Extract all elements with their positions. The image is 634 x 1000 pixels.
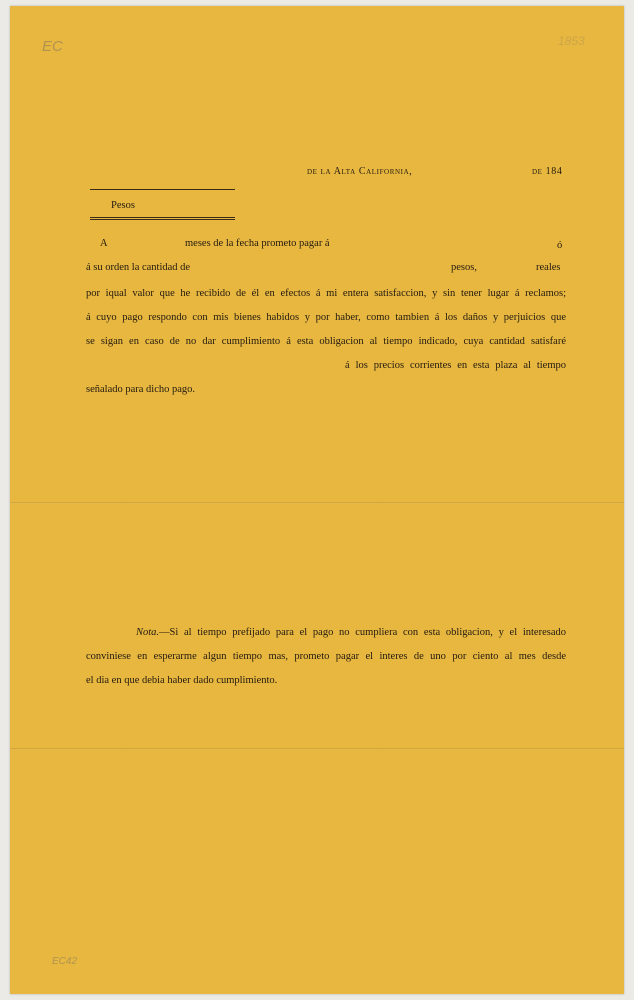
- body-text: por iqual valor que he recibido de él en efectos á mi entera satisfaccion, y sin tener lugar á reclamos;: [86, 288, 566, 299]
- nota-text: el dia en que debia haber dado cumplimiento.: [86, 675, 278, 686]
- horizontal-fold: [10, 748, 624, 750]
- body-text: meses de la fecha prometo pagar á: [185, 238, 330, 249]
- body-text: á su orden la cantidad de: [86, 262, 191, 273]
- horizontal-fold: [10, 502, 624, 504]
- nota-text: conviniese en esperarme algun tiempo mas, prometo pagar el interes de uno por ciento al mes desde: [86, 651, 566, 662]
- year-heading: de 184: [532, 166, 563, 177]
- pesos-label: Pesos: [111, 200, 135, 211]
- body-text: A: [100, 238, 108, 249]
- pencil-mark-top-left: EC: [42, 38, 63, 55]
- nota-text: Nota.—Si al tiempo prefijado para el pago no cumpliera con esta obligacion, y el interesado: [136, 627, 566, 638]
- amount-rule-top: [90, 189, 235, 190]
- pencil-mark-bottom-left: EC42: [52, 956, 78, 967]
- promissory-note-sheet: [10, 6, 624, 994]
- body-text: ó: [557, 240, 563, 251]
- body-text: se sigan en caso de no dar cumplimiento á esta obligacion al tiempo indicado, cuya cantidad satisfaré: [86, 336, 566, 347]
- body-text: á cuyo pago respondo con mis bienes habidos y por haber, como tambien á los daños y perjuicios que: [86, 312, 566, 323]
- nota-label: Nota.: [136, 627, 160, 638]
- pencil-mark-top-right: 1853: [558, 34, 585, 48]
- amount-rule-bottom: [90, 217, 235, 220]
- body-text: reales: [536, 262, 561, 273]
- body-text: á los precios corrientes en esta plaza al tiempo: [345, 360, 566, 371]
- body-text: pesos,: [451, 262, 477, 273]
- place-heading: de la Alta California,: [307, 166, 413, 177]
- body-text: señalado para dicho pago.: [86, 384, 196, 395]
